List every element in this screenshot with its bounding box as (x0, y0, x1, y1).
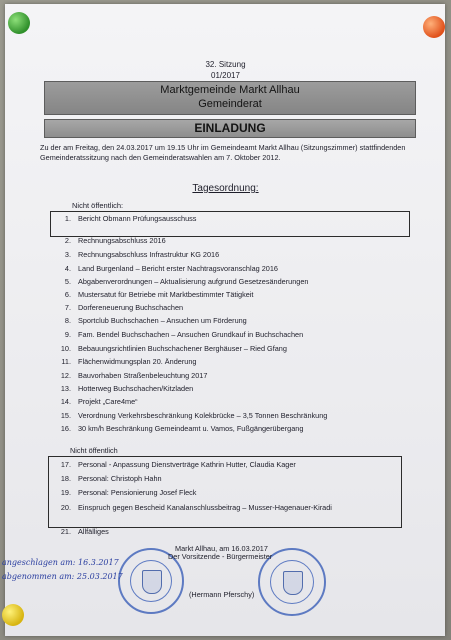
agenda-item-number: 16. (60, 424, 71, 433)
agenda-item-text: Hotterweg Buchschachen/Kitzladen (78, 384, 194, 393)
agenda-item (55, 460, 296, 469)
agenda-item-number: 7. (64, 303, 71, 312)
council-name: Gemeinderat (198, 98, 262, 110)
agenda-item (55, 330, 303, 339)
agenda-item (55, 411, 327, 420)
agenda-item-number: 6. (64, 290, 71, 299)
agenda-item (55, 344, 287, 353)
agenda-item (55, 303, 183, 312)
orange-pushpin-icon (423, 16, 445, 38)
agenda-item-number: 2. (64, 236, 71, 245)
intro-paragraph: Zu der am Freitag, den 24.03.2017 um 19.15 Uhr im Gemeindeamt Markt Allhau (Sitzungszimmer) stattfindenden Gemeinderatssitzung nach den Gemeinderatswahlen am 7. Oktober 2012. (40, 143, 406, 162)
agenda-item-text: Personal: Christoph Hahn (78, 474, 162, 483)
agenda-item-text: Mustersatut für Betriebe mit Marktbestimmter Tätigkeit (78, 290, 254, 299)
agenda-item-text: Bebauungsrichtlinien Buchschachener Berghäuser – Ried Gfang (78, 344, 287, 353)
agenda-item-text: Allfälliges (78, 527, 109, 536)
yellow-pushpin-icon (2, 604, 24, 626)
municipality-name: Marktgemeinde Markt Allhau (160, 84, 300, 96)
coat-of-arms-icon (142, 570, 162, 594)
agenda-item-number: 10. (60, 344, 71, 353)
agenda-item-text: Sportclub Buchschachen – Ansuchen um Förderung (78, 316, 247, 325)
agenda-item-number: 8. (64, 316, 71, 325)
agenda-item (55, 384, 193, 393)
agenda-item (55, 527, 109, 536)
session-number: 01/2017 (211, 71, 240, 80)
signature-place-date: Markt Allhau, am 16.03.2017 (175, 544, 268, 553)
agenda-item-number: 3. (64, 250, 71, 259)
agenda-item (55, 264, 278, 273)
nonpublic-label-1: Nicht öffentlich: (72, 201, 124, 210)
agenda-item-number: 18. (60, 474, 71, 483)
agenda-item-number: 12. (60, 371, 71, 380)
agenda-item-text: Verordnung Verkehrsbeschränkung Kolekbrücke – 3,5 Tonnen Beschränkung (78, 411, 328, 420)
agenda-item-number: 17. (60, 460, 71, 469)
agenda-item (55, 503, 332, 512)
agenda-item (55, 214, 196, 223)
agenda-item (55, 277, 308, 286)
agenda-item-text: Bericht Obmann Prüfungsausschuss (78, 214, 197, 223)
agenda-item (55, 488, 196, 497)
signature-role: Der Vorsitzende - Bürgermeister (168, 552, 273, 561)
agenda-item (55, 250, 219, 259)
agenda-item (55, 290, 253, 299)
agenda-item-number: 21. (60, 527, 71, 536)
removed-date-note: abgenommen am: 25.03.2017 (2, 572, 123, 581)
agenda-item-number: 1. (64, 214, 71, 223)
session-label: 32. Sitzung (205, 60, 246, 69)
agenda-item-number: 13. (60, 384, 71, 393)
agenda-item-text: Abgabenverordnungen – Aktualisierung aufgrund Gesetzesänderungen (78, 277, 309, 286)
agenda-item-text: Personal: Pensionierung Josef Fleck (78, 488, 197, 497)
agenda-item-text: Flächenwidmungsplan 20. Änderung (78, 357, 197, 366)
agenda-item-text: Land Burgenland – Bericht erster Nachtragsvoranschlag 2016 (78, 264, 278, 273)
agenda-item (55, 424, 303, 433)
agenda-item-text: Personal - Anpassung Dienstverträge Kathrin Hutter, Claudia Kager (78, 460, 296, 469)
agenda-item-number: 5. (64, 277, 71, 286)
agenda-item-number: 15. (60, 411, 71, 420)
agenda-item-text: 30 km/h Beschränkung Gemeindeamt u. Vamos, Fußgängerübergang (78, 424, 304, 433)
agenda-item (55, 397, 138, 406)
agenda-item (55, 474, 162, 483)
agenda-item (55, 357, 196, 366)
posted-date-note: angeschlagen am: 16.3.2017 (2, 558, 119, 567)
agenda-item-text: Projekt „Care4me“ (78, 397, 138, 406)
agenda-item-number: 4. (64, 264, 71, 273)
agenda-item-number: 9. (64, 330, 71, 339)
coat-of-arms-icon (283, 571, 303, 595)
agenda-heading: Tagesordnung: (192, 183, 259, 194)
agenda-item-text: Fam. Bendel Buchschachen – Ansuchen Grundkauf in Buchschachen (78, 330, 304, 339)
green-pushpin-icon (8, 12, 30, 34)
municipality-banner (44, 81, 416, 115)
agenda-item (55, 316, 247, 325)
agenda-item-number: 19. (60, 488, 71, 497)
agenda-item (55, 371, 207, 380)
agenda-item-number: 14. (60, 397, 71, 406)
nonpublic-label-2: Nicht öffentlich (70, 446, 118, 455)
agenda-item-text: Einspruch gegen Bescheid Kanalanschlussbeitrag – Musser-Hagenauer-Kiradi (78, 503, 332, 512)
agenda-item-text: Rechnungsabschluss Infrastruktur KG 2016 (78, 250, 220, 259)
agenda-item-text: Bauvorhaben Straßenbeleuchtung 2017 (78, 371, 208, 380)
agenda-item-number: 20. (60, 503, 71, 512)
agenda-item-text: Rechnungsabschluss 2016 (78, 236, 166, 245)
agenda-item-number: 11. (61, 357, 71, 366)
agenda-item (55, 236, 166, 245)
document-title: EINLADUNG (44, 119, 416, 138)
agenda-item-text: Dorfereneuerung Buchschachen (78, 303, 184, 312)
signatory-name: (Hermann Pferschy) (189, 590, 255, 599)
